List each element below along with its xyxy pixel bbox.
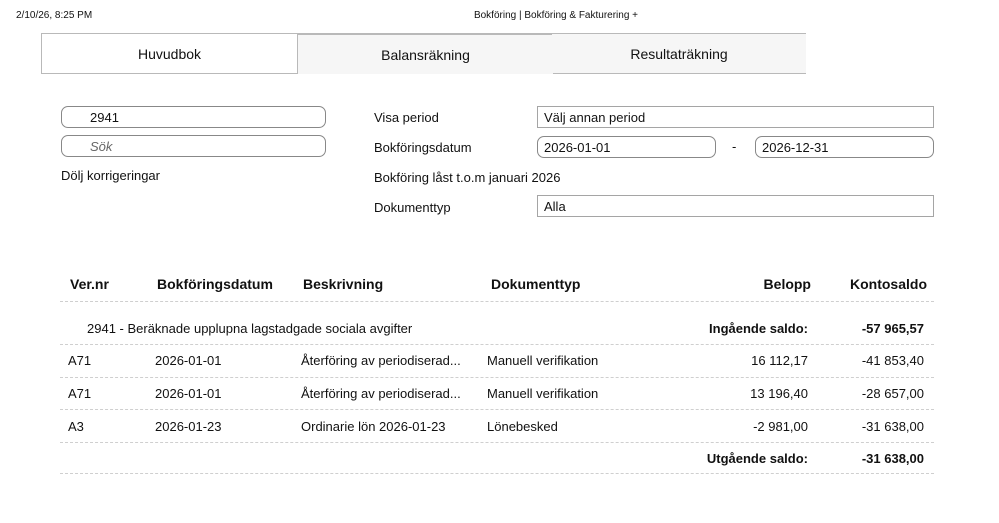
- account-title: 2941 - Beräknade upplupna lagstadgade sociala avgifter: [87, 321, 413, 336]
- date-label: Bokföringsdatum: [374, 140, 472, 155]
- print-title: Bokföring | Bokföring & Fakturering +: [473, 10, 639, 21]
- cell-description: Återföring av periodiserad...: [301, 386, 461, 401]
- cell-description: Återföring av periodiserad...: [301, 353, 461, 368]
- divider: [60, 301, 934, 302]
- closing-balance-value: -31 638,00: [861, 451, 924, 466]
- account-input[interactable]: 2941: [61, 106, 326, 128]
- cell-doctype: Manuell verifikation: [487, 353, 599, 368]
- cell-balance: -31 638,00: [861, 419, 924, 434]
- tab-resultatrakning[interactable]: Resultaträkning: [552, 34, 806, 73]
- date-from-input[interactable]: 2026-01-01: [537, 136, 716, 158]
- opening-balance-label: Ingående saldo:: [709, 321, 808, 336]
- doctype-label: Dokumenttyp: [374, 200, 451, 215]
- col-header-doctype[interactable]: Dokumenttyp: [491, 276, 581, 292]
- period-label: Visa period: [374, 110, 439, 125]
- cell-balance: -28 657,00: [861, 386, 924, 401]
- cell-vernr: A71: [68, 353, 92, 368]
- closing-balance-label: Utgående saldo:: [706, 451, 808, 466]
- cell-amount: 13 196,40: [750, 386, 808, 401]
- cell-doctype: Lönebesked: [487, 419, 558, 434]
- cell-vernr: A3: [68, 419, 84, 434]
- report-tabs: [41, 33, 806, 74]
- cell-doctype: Manuell verifikation: [487, 386, 599, 401]
- search-input[interactable]: Sök: [61, 135, 326, 157]
- cell-amount: -2 981,00: [753, 419, 808, 434]
- tab-balansrakning[interactable]: Balansräkning: [297, 34, 553, 74]
- divider: [60, 409, 934, 410]
- date-separator: -: [732, 139, 737, 154]
- col-header-date[interactable]: Bokföringsdatum: [157, 276, 273, 292]
- col-header-vernr[interactable]: Ver.nr: [70, 276, 109, 292]
- locked-note: Bokföring låst t.o.m januari 2026: [374, 170, 561, 185]
- tab-huvudbok[interactable]: Huvudbok: [42, 34, 297, 73]
- col-header-description[interactable]: Beskrivning: [303, 276, 384, 292]
- hide-corrections-toggle[interactable]: Dölj korrigeringar: [61, 168, 160, 183]
- divider: [60, 377, 934, 378]
- cell-description: Ordinarie lön 2026-01-23: [301, 419, 446, 434]
- col-header-amount[interactable]: Belopp: [763, 276, 811, 292]
- cell-date: 2026-01-01: [155, 386, 222, 401]
- divider: [60, 442, 934, 443]
- col-header-balance[interactable]: Kontosaldo: [850, 276, 927, 292]
- period-select[interactable]: Välj annan period: [537, 106, 934, 128]
- cell-balance: -41 853,40: [861, 353, 924, 368]
- doctype-select[interactable]: Alla: [537, 195, 934, 217]
- cell-amount: 16 112,17: [751, 353, 808, 368]
- cell-vernr: A71: [68, 386, 92, 401]
- date-to-input[interactable]: 2026-12-31: [755, 136, 934, 158]
- print-date: 2/10/26, 8:25 PM: [16, 10, 93, 21]
- divider: [60, 344, 934, 345]
- opening-balance-value: -57 965,57: [861, 321, 924, 336]
- divider: [60, 473, 934, 474]
- cell-date: 2026-01-23: [155, 419, 222, 434]
- cell-date: 2026-01-01: [155, 353, 222, 368]
